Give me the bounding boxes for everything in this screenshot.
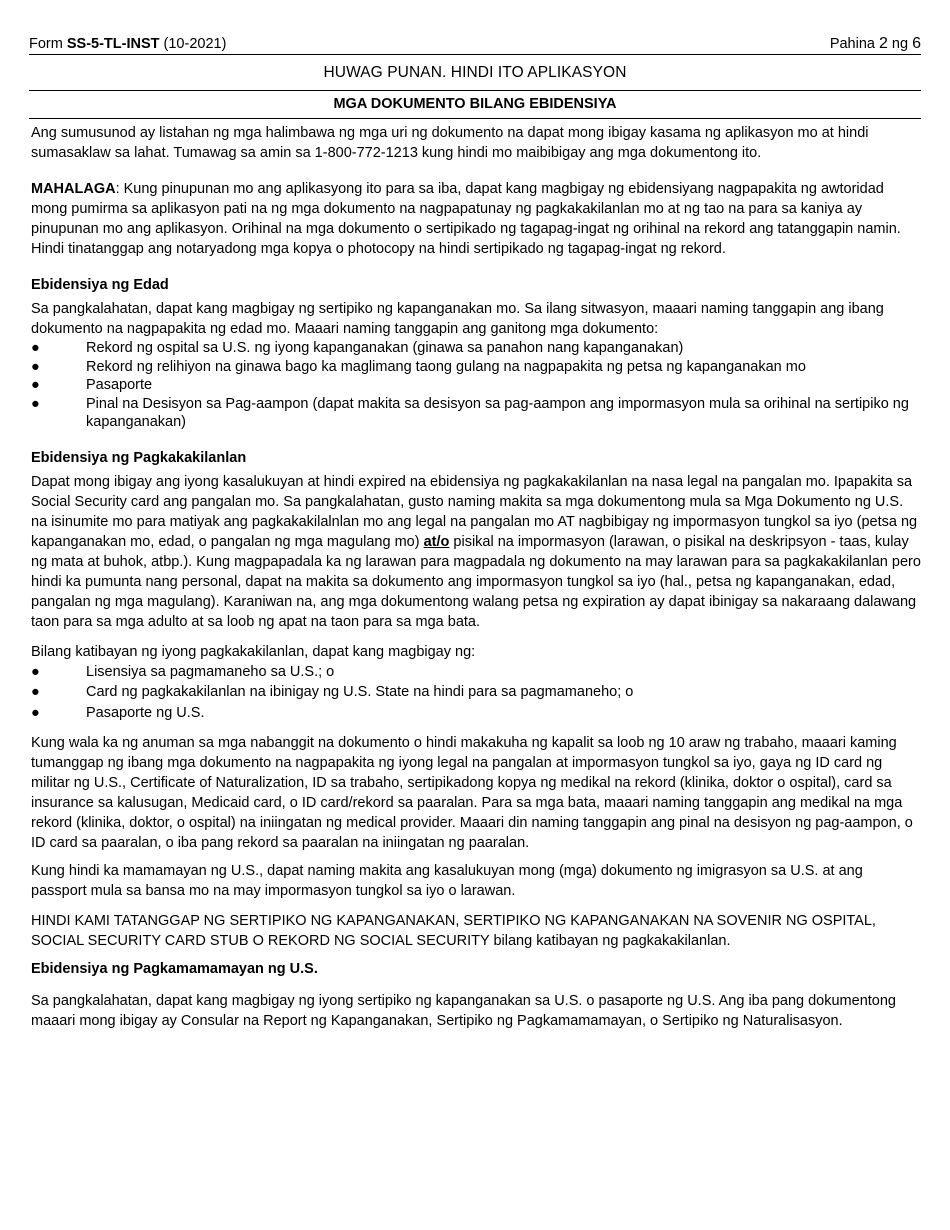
- bullet-icon: ●: [31, 377, 40, 393]
- section-divider: [29, 118, 921, 119]
- bullet-icon: ●: [31, 684, 40, 700]
- form-id: Form SS-5-TL-INST (10-2021): [29, 36, 227, 52]
- bullet-icon: ●: [31, 704, 40, 721]
- list-item: ● Pinal na Desisyon sa Pag-aampon (dapat makita sa desisyon sa pag-aampon ang impormasyon mula sa orihinal na sertipiko ng kapanganakan): [31, 395, 909, 430]
- do-not-fill-banner: HUWAG PUNAN. HINDI ITO APLIKASYON: [323, 64, 627, 81]
- list-item: ● Pasaporte ng U.S.: [31, 703, 921, 724]
- intro-paragraph: Ang sumusunod ay listahan ng mga halimbawa ng mga uri ng dokumento na dapat mong ibigay kasama ng aplikasyon mo at hindi sumasaklaw sa lahat. Tumawag sa amin sa 1-800-772-1213 kung hindi mo maibibigay ang mga dokumentong ito.: [31, 125, 869, 161]
- age-heading: Ebidensiya ng Edad: [31, 277, 169, 293]
- list-item: ● Lisensiya sa pagmamaneho sa U.S.; o: [31, 662, 921, 683]
- citizenship-paragraph: Sa pangkalahatan, dapat kang magbigay ng iyong sertipiko ng kapanganakan sa U.S. o pasaporte ng U.S. Ang iba pang dokumentong maaari mong ibigay ay Consular na Report ng Kapanganakan, Sertipiko ng Pagkamamamayan, o Sertipiko ng Naturalisasyon.: [31, 993, 896, 1029]
- identity-heading: Ebidensiya ng Pagkakakilanlan: [31, 449, 247, 466]
- noncitizen-paragraph: Kung hindi ka mamamayan ng U.S., dapat naming makita ang kasalukuyan mong (mga) dokumento ng imigrasyon sa U.S. at ang passport mula sa bansa mo na may impormasyon tungkol sa iyo o larawan.: [31, 863, 863, 899]
- important-paragraph: MAHALAGA: Kung pinupunan mo ang aplikasyong ito para sa iba, dapat kang magbigay ng ebidensiyang nagpapakita ng awtoridad mong pumirma sa aplikasyon pati na ng mga dokumento na nagpapatunay ng pagkakakilanlan mo at ng tao na para sa kaniya ay pinupunan mo ang aplikasyon. Orihinal na mga dokumento o sertipikado ng tagapag-ingat ng orihinal na rekord ang tatanggapin namin. Hindi tinatanggap ang notaryadong mga kopya o photocopy na hindi sertipikado ng tagapag-ingat ng rekord.: [31, 181, 901, 257]
- form-code: SS-5-TL-INST: [66, 36, 160, 52]
- identity-paragraph: Dapat mong ibigay ang iyong kasalukuyan at hindi expired na ebidensiya ng pagkakakilanlan na nasa legal na pangalan mo. Ipapakita sa Social Security card ang pangalan mo. Sa pangkalahatan, gusto naming makita sa mga dokumentong mula sa Mga Dokumento ng U.S. na isinumite mo para matiyak ang pagkakakilalnlan mo ang legal na pangalan mo AT nagbibigay ng impormasyon tungkol sa iyo (petsa ng kapanganakan mo, edad, o pangalan ng mga magulang mo) at/o pisikal na impormasyon (larawan, o pisikal na deskripsyon - taas, kulay ng mata at buhok, atbp.). Kung magpapadala ka ng larawan para magpadala ng dokumento na may larawan para sa pagkakakilanlan pero hindi ka pumunta nang personal, dapat na makita sa dokumento ang impormasyon tungkol sa iyo (hal., petsa ng kapanganakan, edad, pangalan ng mga magulang). Karaniwan na, ang mga dokumentong walang petsa ng expiration ay dapat ibinigay sa nakaraang dalawang taon para sa mga adulto at sa loob ng apat na taon para sa mga bata.: [31, 473, 921, 630]
- citizenship-heading: Ebidensiya ng Pagkamamamayan ng U.S.: [31, 961, 318, 977]
- identity-proof-intro: Bilang katibayan ng iyong pagkakakilanlan, dapat kang magbigay ng:: [31, 643, 476, 660]
- and-or-emphasis: at/o: [423, 533, 450, 550]
- document-body: [29, 123, 921, 1031]
- bullet-icon: ●: [31, 395, 40, 412]
- list-item: ● Rekord ng ospital sa U.S. ng iyong kapanganakan (ginawa sa panahon nang kapanganakan): [31, 340, 684, 356]
- age-paragraph: Sa pangkalahatan, dapat kang magbigay ng sertipiko ng kapanganakan mo. Sa ilang sitwasyon, maaari naming tanggapin ang ibang dokumento na nagpapakita ng edad mo. Maaari naming tanggapin ang ganitong mga dokumento:: [31, 301, 884, 337]
- list-item: ● Rekord ng relihiyon na ginawa bago ka maglimang taong gulang na nagpapakita ng petsa ng kapanganakan mo: [31, 358, 806, 375]
- page-header: [29, 34, 921, 54]
- bullet-icon: ●: [31, 358, 40, 375]
- section-title: MGA DOKUMENTO BILANG EBIDENSIYA: [333, 96, 617, 112]
- important-label: MAHALAGA: [31, 181, 116, 197]
- bullet-icon: ●: [31, 663, 40, 680]
- identity-document-list: [31, 662, 921, 724]
- alternate-documents-paragraph: Kung wala ka ng anuman sa mga nabanggit na dokumento o hindi makakuha ng kapalit sa loob ng 10 araw ng trabaho, maaari kaming tumanggap ng ibang mga dokumento na nagpapakita ng iyong legal na pangalan at impormasyon tungkol sa iyo, gaya ng ID card ng militar ng U.S., Certificate of Naturalization, ID sa trabaho, sertipikadong kopya ng medikal na rekord (klinika, doktor o ospital), card sa insurance sa kalusugan, Medicaid card, o ID card/rekord sa paaralan. Para sa mga bata, maaari naming tanggapin ang medikal na mga rekord (klinika, doktor, o ospital) na iniingatan ng medical provider. Maaari din naming tanggapin ang pinal na desisyon ng pag-aampon, o ID card sa paaralan, o iba pang rekord sa paaralan na iniingatan ng paaralan.: [31, 735, 913, 851]
- list-item: ● Pasaporte: [31, 377, 153, 393]
- page-number: Pahina 2 ng 6: [829, 35, 921, 52]
- form-page: [29, 34, 921, 1031]
- list-item: ● Card ng pagkakakilanlan na ibinigay ng U.S. State na hindi para sa pagmamaneho; o: [31, 682, 921, 703]
- not-accepted-paragraph: HINDI KAMI TATANGGAP NG SERTIPIKO NG KAPANGANAKAN, SERTIPIKO NG KAPANGANAKAN NA SOVENIR NG OSPITAL, SOCIAL SECURITY CARD STUB O REKORD NG SOCIAL SECURITY bilang katibayan ng pagkakakilanlan.: [31, 913, 876, 949]
- age-document-list: [31, 339, 921, 432]
- bullet-icon: ●: [31, 340, 40, 356]
